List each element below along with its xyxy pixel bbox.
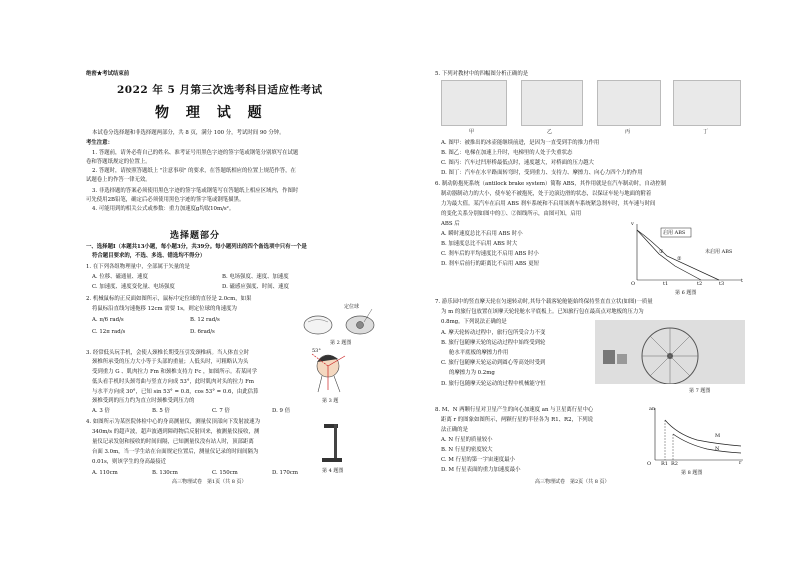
question-5-stem: 5. 下列对教材中的四幅图分析正确的是 (435, 71, 529, 77)
question-2-stem: 2. 机械鼠标的正反面如图所示，鼠标中定位球的直径是 2.0cm，如果 (86, 296, 252, 302)
question-7-option-c: C. 旅行包随摩天轮运动到圆心等高处时受到 (441, 360, 546, 366)
mouse-figure (298, 295, 388, 341)
figure-5-curling-image (441, 80, 507, 126)
figure-4-caption: 第 4 题图 (322, 468, 344, 474)
question-1-option-a: A. 位移、磁通量、速度 (92, 274, 148, 280)
question-4-option-b: B. 130cm (152, 470, 178, 476)
question-1-stem: 1. 在下列各组物理量中，全部属于矢量的是 (86, 264, 190, 270)
question-1-option-c: C. 加速度、速度变化量、电场强度 (92, 284, 175, 290)
question-7-stem: 7. 游乐园中的竖直摩天轮在匀速转动时,其每个载客轮舱能始终保持竖直直立状(如图)一质量 (435, 299, 653, 305)
part-one-heading: 一、选择题Ⅰ（本题共13小题，每小题3分，共39分。每小题列出的四个备选项中只有一个是 (86, 244, 307, 250)
figure-8-n-label: N (715, 446, 720, 452)
question-4-stem: 0.01s，则该学生的身高最接近 (92, 459, 167, 465)
question-6-stem: 的变化关系分别如图中的①、②图线所示，由图可知，启用 (441, 211, 582, 217)
curve-n (673, 434, 741, 453)
question-4-option-d: D. 170cm (272, 470, 298, 476)
ferris-wheel-figure (595, 320, 745, 384)
figure-6-t3: t3 (719, 281, 725, 287)
notice-line: 3. 非选择题的答案必须使用黑色字迹的签字笔或钢笔写在答题纸上相应区域内，作图时 (92, 188, 299, 194)
figure-5-label-c: 丙 (625, 129, 631, 135)
figure-5-label-a: 甲 (469, 129, 475, 135)
figure-2-caption: 第 2 题图 (330, 340, 352, 346)
question-8-option-c: C. M 行星的第一宇宙速度最小 (441, 457, 515, 463)
question-3-stem: 颈椎受到的压力约为直立时颈椎受到压力的 (92, 398, 195, 404)
section-title: 选择题部分 (170, 231, 221, 241)
question-6-stem: 制动器制动力的大小，使车轮不被抱死，处于边滚边滑的状态，以保证车轮与地面的附着 (441, 191, 652, 197)
question-8-stem: 8. M、N 两颗行星对卫星产生的向心加速度 an 与卫星离行星中心 (435, 407, 594, 413)
question-5-option-a: A. 图甲：被推出的冰壶能继续前进，是因为一直受到手的推力作用 (441, 140, 600, 146)
question-7-option-d: D. 旅行包随摩天轮运动的过程中机械能守恒 (441, 381, 546, 387)
question-8-option-a: A. N 行星的质量较小 (441, 437, 493, 443)
question-2-stem: 将鼠标沿直线匀速拖移 12cm 需要 1s，则定位球的角速度为 (92, 306, 237, 312)
question-8-stem: 距离 r 的图象如图所示，两颗行星的半径各为 R1、R2，下列说 (441, 417, 594, 423)
question-3-option-b: B. 5 倍 (152, 408, 170, 414)
intro-text: 本试卷分选择题和非选择题两部分，共 8 页，满分 100 分，考试时间 90 分钟。 (92, 130, 285, 136)
question-7-option-a: A. 摩天轮转动过程中，旅行包所受合力不变 (441, 330, 546, 336)
question-2-option-a: A. π/6 rad/s (92, 317, 124, 323)
question-3-stem: 颈椎所承受的压力大小等于头部的重量；人低头时，可粗略认为头 (92, 359, 249, 365)
question-3-option-a: A. 3 倍 (92, 408, 110, 414)
question-3-stem: 低头看手机时头颈弯曲与竖直方向成 53°，此时肌肉对头的拉力 Fm (92, 379, 254, 385)
question-6-stem: 力为最大值。某汽车在启用 ABS 刹车系统和不启用该刹车系统紧急刹车时，其车速与时间 (441, 201, 656, 207)
figure-5-elevator-image (521, 80, 583, 126)
question-6-stem: ABS 后 (441, 221, 460, 227)
question-5-option-b: B. 图乙：电梯在加速上升时，电梯里的人处于失重状态 (441, 150, 573, 156)
figure-3-caption: 第 3 题 (322, 398, 339, 404)
question-6-option-d: D. 刹车后前行的距离比不启用 ABS 更短 (441, 261, 539, 267)
figure-8-r1: R1 (661, 461, 668, 467)
question-2-option-c: C. 12π rad/s (92, 329, 126, 335)
curve-m (665, 420, 741, 446)
question-7-option-b: B. 旅行包随摩天轮的运动过程中始终受到轮 (441, 340, 546, 346)
question-4-stem: 台面 3.0m，当一学生站在台面规定位置后，测量仪记录的时间间隔为 (92, 449, 259, 455)
question-5-option-d: D. 图丁：汽车在水平路面转弯时，受到重力、支持力、摩擦力、向心力四个力的作用 (441, 170, 643, 176)
notice-line: 1. 答题前，请务必将自己的姓名、准考证号用黑色字迹的签字笔或钢笔分别填写在试题 (92, 150, 299, 156)
question-4-option-a: A. 110cm (92, 470, 118, 476)
question-8-option-d: D. M 行星表面的重力加速度最小 (441, 467, 521, 473)
question-7-option-c: 的摩擦力为 0.2mg (449, 370, 495, 376)
figure-6-mark-2: ② (677, 256, 682, 262)
figure-5-bridge-image (597, 80, 661, 126)
figure-5-car-turn-image (673, 80, 741, 126)
question-3-option-c: C. 7 倍 (212, 408, 230, 414)
figure-6-vt-graph (629, 220, 747, 290)
notice-line: 卷和答题纸规定的位置上。 (86, 159, 151, 165)
question-6-option-a: A. 瞬时速度总比不启用 ABS 时小 (441, 231, 523, 237)
question-3-stem: 与水平方向成 30°，已知 sin 53° = 0.8，cos 53° = 0.6，由此估算 (92, 389, 259, 395)
question-8-stem: 法正确的是 (441, 427, 468, 433)
question-8-option-b: B. N 行星的密度较大 (441, 447, 493, 453)
notice-line: 可先使用2B铅笔，确定后必须使用黑色字迹的签字笔或钢笔描黑。 (86, 197, 245, 203)
figure-6-x-label: t (741, 278, 744, 284)
figure-6-mark-1: ① (659, 249, 664, 255)
question-5-option-c: C. 图丙：汽车过凹形桥最低点时，速度越大，对桥面的压力越大 (441, 160, 594, 166)
question-4-stem: 量仪记录发射和接收的时间间隔，已知测量仪没有站人时，顶部距离 (92, 439, 254, 445)
question-2-option-d: D. 6rad/s (190, 329, 215, 335)
notice-line: 试题卷上的作答一律无效。 (86, 177, 151, 183)
question-1-option-d: D. 磁感应强度、时间、速度 (222, 284, 289, 290)
question-3-stem: 受到重力 G 、肌肉拉力 Fm 和颈椎支持力 Fc ，如图所示。若某同学 (92, 369, 257, 375)
figure-6-no-abs-label: 未启用 ABS (705, 249, 733, 255)
subject-title: 物 理 试 题 (155, 105, 268, 121)
notice-line: 2. 答题时，请按照答题纸上 "注意事项" 的要求，在答题纸相应的位置上规范作答，在 (92, 168, 296, 174)
figure-8-m-label: M (715, 433, 721, 439)
question-4-stem: 340m/s 的超声波，超声波遇到障碍物后反射回来，被测量仪接收，测 (92, 429, 260, 435)
question-2-option-b: B. 12 rad/s (190, 317, 220, 323)
figure-5-label-d: 丁 (703, 129, 709, 135)
question-3-stem: 3. 经常低头玩手机，会使人颈椎长期受压引发颈椎病。当人体直立时 (86, 350, 250, 356)
question-7-stem: 为 m 的旅行包放置在该摩天轮轮舱水平底板上。已知旅行包在最高点对地板的压力为 (441, 309, 644, 315)
page-1-footer: 高三物理试卷 第1页（共 8 页） (172, 479, 247, 485)
page-2-footer: 高三物理试卷 第2页（共 8 页） (535, 479, 610, 485)
figure-8-x-label: r (739, 460, 742, 466)
question-6-option-c: C. 刹车后的平均速度比不启用 ABS 时小 (441, 251, 539, 257)
head-neck-figure (300, 346, 360, 396)
no-abs-line (637, 230, 719, 280)
figure-7-caption: 第 7 题图 (689, 388, 711, 394)
mouse-ball-label: 定位球 (344, 304, 360, 310)
figure-8-y-label: an (649, 406, 656, 412)
figure-8-caption: 第 8 题图 (681, 470, 703, 476)
figure-6-t1: t1 (663, 281, 669, 287)
question-6-option-b: B. 加速度总比不启用 ABS 时大 (441, 241, 518, 247)
figure-6-t2: t2 (697, 281, 703, 287)
question-4-stem: 4. 如图所示为某医院体检中心的身高测量仪，测量仪顶部向下发射波速为 (86, 419, 260, 425)
figure-6-abs-label: 启用 ABS (663, 230, 686, 236)
part-one-heading: 符合题目要求的，不选、多选、错选均不得分） (92, 253, 206, 259)
height-meter-figure (318, 420, 348, 466)
figure-6-origin: O (631, 281, 636, 287)
question-6-stem: 6. 制动防抱死系统（antilock brake system）简称 ABS，其作用就是在汽车制动时，自动控制 (435, 181, 667, 187)
figure-8-origin: O (647, 461, 652, 467)
figure-8-r2: R2 (671, 461, 678, 467)
question-1-option-b: B. 电场强度、速度、加速度 (222, 274, 289, 280)
exam-page-2 (397, 0, 794, 561)
figure-6-y-label: v (631, 221, 634, 227)
notice-heading: 考生注意： (86, 140, 113, 146)
angle-label: 53° (312, 348, 321, 354)
question-4-option-c: C. 150cm (212, 470, 238, 476)
question-7-option-b: 舱水平底板的摩擦力作用 (449, 350, 509, 356)
exam-title: 2022 年 5 月第三次选考科目适应性考试 (117, 84, 323, 96)
question-3-option-d: D. 9 倍 (272, 408, 291, 414)
question-7-stem: 0.8mg。下列说法正确的是 (441, 319, 507, 325)
figure-6-caption: 第 6 题图 (675, 290, 697, 296)
figure-8-an-r-graph (647, 406, 747, 468)
notice-line: 4. 可能用到的相关公式或参数：重力加速度g均取10m/s²。 (92, 206, 235, 212)
figure-5-label-b: 乙 (547, 129, 553, 135)
confidential-mark: 绝密★考试结束前 (86, 71, 130, 77)
